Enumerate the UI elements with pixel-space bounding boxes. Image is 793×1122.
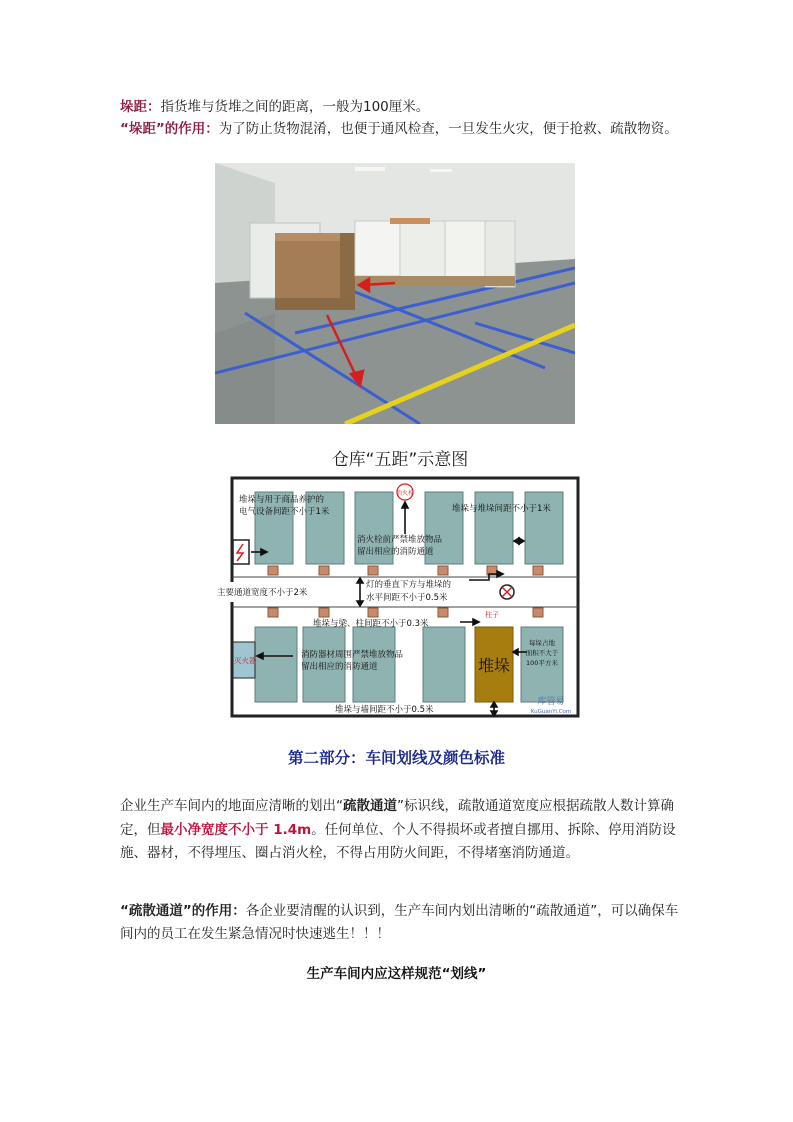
electrical-label-line2: 电气设备间距不小于1米 (239, 507, 330, 517)
stack-label: 堆垛 (477, 656, 511, 675)
warehouse-photo (215, 163, 575, 424)
beam-column-label: 堆垛与梁、柱间距不小于0.3米 (313, 619, 429, 629)
p1-part-c: 。任何单位、个人不得损坏或者擅自挪用、拆除、停用消防设施、器材，不得埋压、圈占消火栓，不得占用防火间距，不得堵塞消防通道。 (120, 821, 676, 861)
electrical-label-line1: 堆垛与用于商品养护的 (239, 495, 325, 505)
intro-paragraph (120, 96, 680, 140)
closing-heading: 生产车间内应这样规范“划线” (306, 966, 487, 982)
area-label-line3: 100平方米 (526, 659, 558, 667)
watermark-url: KuGuanYi.Com (530, 709, 572, 715)
p2-text: 各企业要清醒的认识到，生产车间内划出清晰的“疏散通道”，可以确保车间内的员工在发生紧急情况时快速逃生！！！ (120, 903, 679, 942)
equipment-label-line1: 消防器材周围严禁堆放物品 (301, 650, 404, 660)
evacuation-function-paragraph (120, 900, 680, 946)
equipment-label-line2: 留出相应的消防通道 (301, 662, 378, 672)
p1-part-b: ”标识线，疏散通道宽度应根据疏散人数计算确定，但 (120, 798, 674, 838)
lamp-label-line2: 水平间距不小于0.5米 (366, 593, 448, 603)
p1-emphasis: 最小净宽度不小于 1.4m (160, 821, 312, 838)
column-label: 柱子 (485, 611, 499, 619)
section-heading: 第二部分：车间划线及颜色标准 (287, 749, 505, 767)
area-label-line1: 每垛占地 (529, 639, 555, 647)
wall-label: 堆垛与墙间距不小于0.5米 (335, 705, 434, 715)
hydrant-label: 消火栓 (395, 490, 415, 497)
term-stack-distance: 垛距： (120, 99, 161, 115)
stack-stack-label: 堆垛与堆垛间距不小于1米 (452, 504, 551, 514)
extinguisher-label: 灭火器 (234, 656, 257, 665)
p2-term: “疏散通道”的作用： (120, 903, 246, 919)
main-aisle-label: 主要通道宽度不小于2米 (217, 588, 308, 598)
hydrant-front-line2: 留出相应的消防通道 (357, 547, 434, 557)
p1-part-a: 企业生产车间内的地面应清晰的划出“ (120, 798, 343, 814)
function-text: 为了防止货物混淆，也便于通风检查，一旦发生火灾，便于抢救、疏散物资。 (218, 121, 678, 137)
hydrant-front-line1: 消火栓前严禁堆放物品 (357, 535, 443, 545)
evacuation-paragraph (120, 795, 680, 866)
diagram-title: 仓库“五距”示意图 (331, 450, 469, 470)
watermark-logo: 库管易 (537, 697, 565, 707)
p1-term: 疏散通道 (343, 798, 397, 814)
function-label: “垛距”的作用： (120, 121, 219, 137)
five-distances-diagram (215, 442, 585, 722)
area-label-line2: 面积不大于 (525, 649, 559, 657)
lamp-label-line1: 灯的垂直下方与堆垛的 (366, 580, 452, 590)
term-definition: 指货堆与货堆之间的距离，一般为100厘米。 (160, 99, 430, 115)
